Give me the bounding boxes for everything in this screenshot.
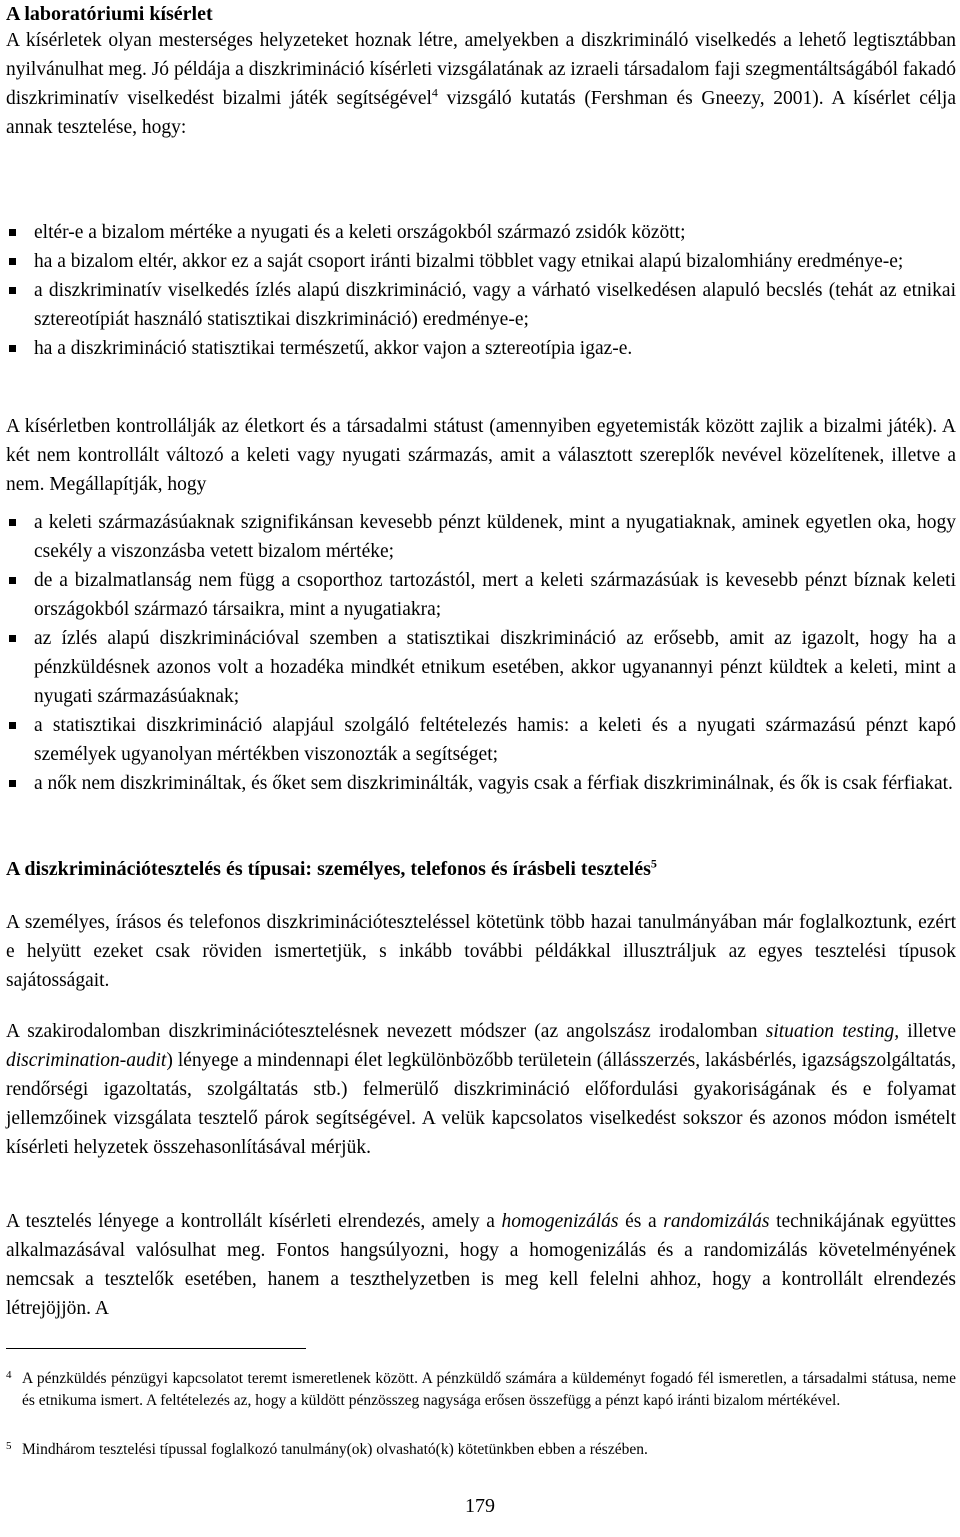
footnote-number: 4 (6, 1369, 12, 1381)
testing-intro-paragraph: A személyes, írásos és telefonos diszkriminációteszteléssel kötetünk több hazai tanulmányában már foglalkoztunk, ezért e helyütt ezeket csak röviden ismertetjük, s inkább további példákkal illusztráljuk az egyes tesztelési típusok sajátosságait. (6, 912, 956, 991)
square-bullet-icon (9, 287, 16, 294)
design-text-c: technikájának együttes alkalmazásával valósulhat meg. Fontos hangsúlyozni, hogy a homogenizálás és a randomizálás követelményének nemcsak a tesztelők esetében, hanem a teszthelyzetben is meg kell felelni ahhoz, hogy a kontrollált elrendezés létrejöjjön. A (6, 1211, 956, 1319)
bullet-text: a diszkriminatív viselkedés ízlés alapú diszkrimináció, vagy a várható viselkedésen alapuló becslés (tehát az etnikai sztereotípiát használó statisztikai diszkrimináció) eredménye-e; (34, 280, 956, 330)
square-bullet-icon (9, 519, 16, 526)
intro-text-part1: A kísérletek olyan mesterséges helyzeteket hoznak létre, amelyekben a diszkrimináló viselkedés a lehető legtisztábban nyilvánulhat meg. Jó példája a diszkrimináció kísérleti vizsgálatának az izraeli társadalom faji szegmentáltságából fakadó diszkriminatív viselkedést bizalmi játék segítségével (6, 30, 956, 109)
term-situation-testing: situation testing, (765, 1021, 900, 1042)
findings-list (6, 508, 956, 798)
controls-paragraph: A kísérletben kontrollálják az életkort és a társadalmi státust (amennyiben egyetemisták között zajlik a bizalmi játék). A két nem kontrollált változó a keleti vagy nyugati származás, amit a választott szereplők nevével közelítenek, illetve a nem. Megállapítják, hogy (6, 416, 956, 495)
bullet-text: eltér-e a bizalom mértéke a nyugati és a keleti országokból származó zsidók között; (34, 222, 686, 243)
footnote-text: A pénzküldés pénzügyi kapcsolatot teremt ismeretlenek között. A pénzküldő számára a küldeményt fogadó fél ismeretlen, a társadalmi státusa, neme és etnikuma ismert. A feltételezés az, hogy a küldött pénzösszeg nagysága erősen összefügg a pénzt kapó iránti bizalom mértékével. (22, 1370, 956, 1409)
footnote-divider (6, 1348, 306, 1349)
bullet-item (6, 769, 956, 798)
intro-text-part2: vizsgáló kutatás (Fershman és Gneezy, 2001). A kísérlet célja annak tesztelése, hogy: (6, 88, 956, 138)
square-bullet-icon (9, 345, 16, 352)
footnote-ref-5[interactable]: 5 (650, 856, 657, 871)
intro-paragraph (6, 26, 956, 142)
footnote-text: Mindhárom tesztelési típussal foglalkozó tanulmány(ok) olvasható(k) kötetünkben ebben a részében. (22, 1441, 648, 1458)
term-homogenization: homogenizálás (501, 1211, 619, 1232)
methodology-text-a: A szakirodalomban diszkriminációtesztelésnek nevezett módszer (az angolszász irodalomban (6, 1021, 766, 1042)
bullet-text: ha a bizalom eltér, akkor ez a saját csoport iránti bizalmi többlet vagy etnikai alapú bizalomhiány eredménye-e; (34, 251, 904, 272)
controlled-design-paragraph (6, 1207, 956, 1323)
bullet-item (6, 276, 956, 334)
section-title-lab-experiment: A laboratóriumi kísérlet (6, 3, 213, 25)
footnote-5 (6, 1439, 956, 1461)
bullet-item (6, 566, 956, 624)
square-bullet-icon (9, 780, 16, 787)
section-title-text: A diszkriminációtesztelés és típusai: személyes, telefonos és írásbeli tesztelés (6, 858, 651, 880)
design-text-b: és a (618, 1211, 664, 1232)
section-title-testing-types (6, 855, 956, 884)
term-randomization: randomizálás (663, 1211, 770, 1232)
square-bullet-icon (9, 258, 16, 265)
bullet-item (6, 624, 956, 711)
bullet-item (6, 218, 956, 247)
bullet-text: a nők nem diszkrimináltak, és őket sem diszkriminálták, vagyis csak a férfiak diszkriminálnak, és ők is csak férfiakat. (34, 773, 953, 794)
square-bullet-icon (9, 635, 16, 642)
bullet-text: a statisztikai diszkrimináció alapjául szolgáló feltételezés hamis: a keleti és a nyugati származású pénzt kapó személyek ugyanolyan mértékben viszonozták a segítséget; (34, 715, 956, 765)
bullet-text: de a bizalmatlanság nem függ a csoporthoz tartozástól, mert a keleti származásúak is kevesebb pénzt bíznak keleti országokból származó társaikra, mint a nyugatiakra; (34, 570, 956, 620)
methodology-text-b: illetve (899, 1021, 957, 1042)
research-questions-list (6, 218, 956, 363)
bullet-text: a keleti származásúaknak szignifikánsan kevesebb pénzt küldenek, mint a nyugatiaknak, aminek egyetlen oka, hogy csekély a viszonzásba vetett bizalom mértéke; (34, 512, 956, 562)
term-discrimination-audit: discrimination-audit (6, 1050, 167, 1071)
bullet-text: az ízlés alapú diszkriminációval szemben a statisztikai diszkrimináció az erősebb, amit az igazolt, hogy ha a pénzküldésnek azonos volt a hozadéka mindkét etnikum esetében, akkor ugyanannyi pénzt küldtek a keleti, mint a nyugati származásúaknak; (34, 628, 956, 707)
square-bullet-icon (9, 722, 16, 729)
bullet-item (6, 508, 956, 566)
footnote-ref-4[interactable]: 4 (431, 85, 438, 100)
methodology-text-c: ) lényege a mindennapi élet legkülönbözőbb területein (állásszerzés, lakásbérlés, igazságszolgáltatás, rendőrségi igazoltatás, szolgáltatás stb.) felmerülő diszkrimináció előfordulási gyakoriságának és e folyamat jellemzőinek vizsgálata tesztelő párok segítségével. A velük kapcsolatos viselkedést sokszor és azonos módon ismételt kísérleti helyzetek összehasonlításával mérjük. (6, 1050, 956, 1158)
page-number: 179 (465, 1495, 495, 1517)
bullet-item (6, 247, 956, 276)
methodology-paragraph (6, 1017, 956, 1162)
square-bullet-icon (9, 577, 16, 584)
footnote-number: 5 (6, 1440, 12, 1452)
footnote-4 (6, 1368, 956, 1412)
bullet-item (6, 334, 956, 363)
bullet-text: ha a diszkrimináció statisztikai természetű, akkor vajon a sztereotípia igaz-e. (34, 338, 633, 359)
design-text-a: A tesztelés lényege a kontrollált kísérleti elrendezés, amely a (6, 1211, 502, 1232)
bullet-item (6, 711, 956, 769)
square-bullet-icon (9, 229, 16, 236)
